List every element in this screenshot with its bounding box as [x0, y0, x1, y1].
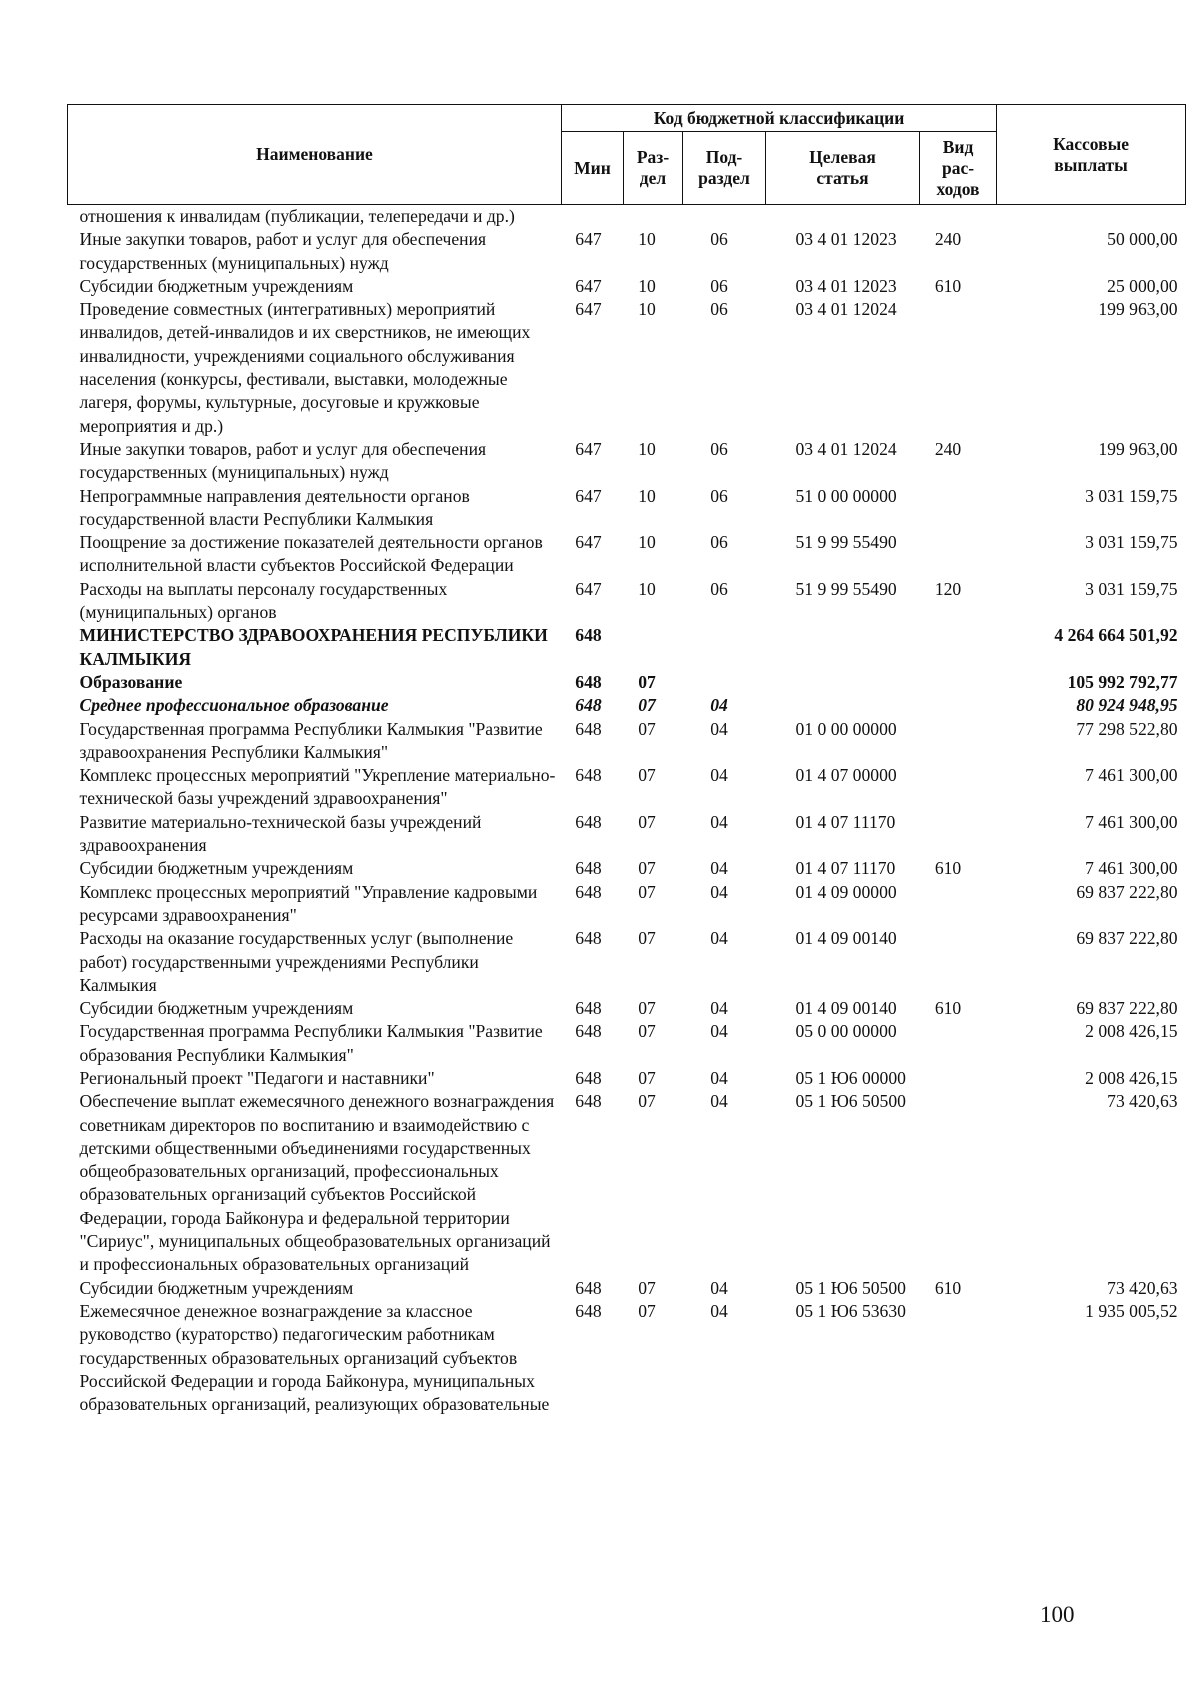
row-podrazdel: 04	[710, 1300, 728, 1321]
row-celevaya-statya: 03 4 01 12024	[795, 438, 897, 459]
table-row	[68, 881, 1186, 928]
row-vid-rashodov	[920, 1067, 997, 1090]
row-razdel: 10	[638, 578, 656, 599]
header-vid-label: Вид рас- ходов	[936, 136, 980, 199]
row-razdel	[624, 624, 683, 671]
header-razdel	[624, 132, 683, 205]
row-min: 648	[575, 671, 602, 692]
table-row	[68, 694, 1186, 717]
row-kassovye-vyplaty: 2 008 426,15	[1085, 1067, 1178, 1088]
row-name: МИНИСТЕРСТВО ЗДРАВООХРАНЕНИЯ РЕСПУБЛИКИ КАЛМЫКИЯ	[79, 625, 548, 669]
header-classification-group: Код бюджетной классификации	[562, 105, 997, 132]
row-name: Обеспечение выплат ежемесячного денежного вознаграждения советникам директоров по воспитанию и взаимодействию с детскими общественными объединениями государственных общеобразовательных организаций, профессиональных образовательных организаций субъектов Российской Федерации, города Байконура и федеральной территории "Сириус", муниципальных общеобразовательных организаций и профессиональных образовательных организаций	[79, 1091, 555, 1275]
row-razdel: 07	[638, 928, 656, 949]
row-min: 648	[575, 765, 602, 786]
row-name: Расходы на выплаты персоналу государственных (муниципальных) органов	[79, 578, 448, 623]
row-celevaya-statya: 51 9 99 55490	[795, 578, 897, 599]
row-min: 647	[575, 229, 602, 250]
row-name: Ежемесячное денежное вознаграждение за классное руководство (кураторство) педагогическим работникам государственных образовательных организаций субъектов Российской Федерации и города Байконура, муниципальных образовательных организаций, реализующих образовательные	[79, 1300, 550, 1415]
row-celevaya-statya: 03 4 01 12024	[795, 299, 897, 320]
row-kassovye-vyplaty: 7 461 300,00	[1085, 811, 1178, 832]
row-celevaya-statya: 05 1 Ю6 50500	[795, 1277, 906, 1298]
budget-table	[67, 104, 1186, 1416]
row-name: отношения к инвалидам (публикации, телепередачи и др.)	[79, 206, 515, 226]
row-min: 647	[575, 438, 602, 459]
row-min: 648	[575, 1021, 602, 1042]
row-podrazdel: 06	[710, 438, 728, 459]
table-row	[68, 438, 1186, 485]
row-celevaya-statya: 05 1 Ю6 00000	[795, 1067, 906, 1088]
row-podrazdel: 06	[710, 299, 728, 320]
row-name: Непрограммные направления деятельности органов государственной власти Республики Калмыкия	[79, 485, 470, 529]
row-name: Субсидии бюджетным учреждениям	[79, 858, 354, 879]
table-row	[68, 485, 1186, 532]
row-min: 648	[575, 928, 602, 949]
table-row	[68, 857, 1186, 880]
row-kassovye-vyplaty: 80 924 948,95	[1076, 695, 1178, 716]
row-name: Развитие материально-технической базы учреждений здравоохранения	[79, 811, 482, 856]
row-kassovye-vyplaty: 7 461 300,00	[1085, 858, 1178, 879]
row-min: 647	[575, 578, 602, 599]
row-name: Комплекс процессных мероприятий "Управление кадровыми ресурсами здравоохранения"	[79, 881, 538, 925]
row-celevaya-statya: 01 4 07 00000	[795, 765, 897, 786]
row-celevaya-statya	[766, 694, 920, 717]
table-row	[68, 275, 1186, 298]
row-name: Иные закупки товаров, работ и услуг для обеспечения государственных (муниципальных) нужд	[79, 438, 487, 483]
row-name: Комплекс процессных мероприятий "Укрепление материально-технической базы учреждений здравоохранения"	[79, 765, 556, 809]
row-vid-rashodov	[920, 671, 997, 694]
row-razdel: 07	[638, 718, 656, 739]
row-min: 648	[575, 1300, 602, 1321]
row-razdel: 07	[638, 858, 656, 879]
row-min: 648	[575, 998, 602, 1019]
row-vid-rashodov: 610	[934, 858, 962, 879]
row-min: 648	[575, 1277, 602, 1298]
row-podrazdel	[683, 205, 766, 229]
row-vid-rashodov	[920, 624, 997, 671]
row-celevaya-statya: 51 0 00 00000	[795, 485, 897, 506]
row-podrazdel: 04	[710, 1091, 728, 1112]
row-min: 647	[575, 299, 602, 320]
row-min: 647	[575, 532, 602, 553]
row-razdel	[624, 205, 683, 229]
row-razdel: 10	[638, 299, 656, 320]
row-razdel: 07	[638, 1300, 656, 1321]
row-min: 648	[575, 718, 602, 739]
row-podrazdel: 04	[710, 881, 728, 902]
row-celevaya-statya: 01 4 09 00140	[795, 928, 897, 949]
row-razdel: 07	[638, 695, 656, 716]
row-podrazdel: 04	[710, 858, 728, 879]
row-razdel: 07	[638, 881, 656, 902]
header-celevaya	[766, 132, 920, 205]
row-razdel: 07	[638, 811, 656, 832]
table-row	[68, 1300, 1186, 1416]
row-celevaya-statya: 01 4 07 11170	[795, 811, 896, 832]
row-kassovye-vyplaty: 69 837 222,80	[1076, 998, 1178, 1019]
row-podrazdel: 04	[710, 1277, 728, 1298]
table-row	[68, 205, 1186, 229]
row-celevaya-statya: 01 4 09 00140	[795, 998, 897, 1019]
table-row	[68, 228, 1186, 275]
row-kassovye-vyplaty: 3 031 159,75	[1085, 578, 1178, 599]
row-name: Образование	[79, 671, 183, 692]
row-podrazdel	[683, 624, 766, 671]
table-header	[68, 105, 1186, 205]
row-kassovye-vyplaty: 3 031 159,75	[1085, 532, 1178, 553]
row-vid-rashodov: 120	[934, 578, 962, 599]
row-name: Проведение совместных (интегративных) мероприятий инвалидов, детей-инвалидов и их сверстников, не имеющих инвалидности, учреждениями социального обслуживания населения (конкурсы, фестивали, выставки, молодежные лагеря, форумы, культурные, досуговые и кружковые мероприятия и др.)	[79, 299, 531, 436]
table-body	[68, 205, 1186, 1417]
row-podrazdel: 06	[710, 578, 728, 599]
row-celevaya-statya: 05 1 Ю6 50500	[795, 1091, 906, 1112]
table-row	[68, 1090, 1186, 1276]
row-podrazdel: 06	[710, 229, 728, 250]
row-razdel: 07	[638, 1091, 656, 1112]
table-row	[68, 1067, 1186, 1090]
row-razdel: 07	[638, 1021, 656, 1042]
row-razdel: 07	[638, 998, 656, 1019]
row-celevaya-statya: 01 0 00 00000	[795, 718, 897, 739]
row-name: Расходы на оказание государственных услуг (выполнение работ) государственными учреждениями Республики Калмыкия	[79, 928, 514, 995]
row-podrazdel: 04	[710, 998, 728, 1019]
row-podrazdel: 04	[710, 695, 728, 716]
header-kassa	[997, 105, 1186, 205]
row-celevaya-statya	[766, 671, 920, 694]
row-kassovye-vyplaty: 69 837 222,80	[1076, 928, 1178, 949]
row-podrazdel: 06	[710, 485, 728, 506]
row-vid-rashodov	[920, 694, 997, 717]
row-celevaya-statya	[766, 624, 920, 671]
row-min: 647	[575, 485, 602, 506]
row-celevaya-statya: 51 9 99 55490	[795, 532, 897, 553]
row-min: 648	[575, 1091, 602, 1112]
row-kassovye-vyplaty: 4 264 664 501,92	[1054, 625, 1178, 646]
row-podrazdel: 04	[710, 1021, 728, 1042]
row-razdel: 10	[638, 275, 656, 296]
row-kassovye-vyplaty: 7 461 300,00	[1085, 765, 1178, 786]
table-row	[68, 1277, 1186, 1300]
row-celevaya-statya: 01 4 09 00000	[795, 881, 897, 902]
row-name: Субсидии бюджетным учреждениям	[79, 275, 354, 296]
row-kassovye-vyplaty: 73 420,63	[1107, 1277, 1178, 1298]
row-kassovye-vyplaty: 25 000,00	[1107, 275, 1178, 296]
header-kassa-label: Кассовые выплаты	[1053, 133, 1130, 175]
row-name: Иные закупки товаров, работ и услуг для обеспечения государственных (муниципальных) нужд	[79, 229, 487, 273]
row-kassovye-vyplaty: 199 963,00	[1098, 299, 1178, 320]
table-row	[68, 811, 1186, 858]
table-row	[68, 764, 1186, 811]
row-vid-rashodov: 240	[934, 438, 962, 459]
row-vid-rashodov: 610	[934, 998, 962, 1019]
row-podrazdel: 04	[710, 1067, 728, 1088]
table-row	[68, 927, 1186, 997]
row-min: 648	[575, 881, 602, 902]
row-podrazdel: 04	[710, 718, 728, 739]
row-podrazdel: 04	[710, 811, 728, 832]
row-vid-rashodov: 240	[934, 229, 962, 250]
table-row	[68, 671, 1186, 694]
row-celevaya-statya: 01 4 07 11170	[795, 858, 896, 879]
row-vid-rashodov	[920, 764, 997, 811]
row-name: Региональный проект "Педагоги и наставники"	[79, 1067, 435, 1088]
header-razdel-label: Раз- дел	[636, 147, 670, 188]
row-kassovye-vyplaty: 50 000,00	[1107, 229, 1178, 250]
header-vid	[920, 132, 997, 205]
row-razdel: 07	[638, 1277, 656, 1298]
row-min: 648	[575, 1067, 602, 1088]
row-celevaya-statya	[766, 205, 920, 229]
row-kassovye-vyplaty: 77 298 522,80	[1076, 718, 1178, 739]
row-name: Субсидии бюджетным учреждениям	[79, 1277, 354, 1298]
table-row	[68, 578, 1186, 625]
row-kassovye-vyplaty: 2 008 426,15	[1085, 1021, 1178, 1042]
row-vid-rashodov	[920, 927, 997, 997]
row-kassovye-vyplaty: 3 031 159,75	[1085, 485, 1178, 506]
row-podrazdel	[683, 671, 766, 694]
row-vid-rashodov: 610	[934, 275, 962, 296]
row-vid-rashodov	[920, 881, 997, 928]
row-celevaya-statya: 05 0 00 00000	[795, 1021, 897, 1042]
row-vid-rashodov	[920, 485, 997, 532]
table-row	[68, 718, 1186, 765]
row-vid-rashodov	[920, 1020, 997, 1067]
row-razdel: 10	[638, 229, 656, 250]
row-kassovye-vyplaty: 69 837 222,80	[1076, 881, 1178, 902]
row-vid-rashodov	[920, 205, 997, 229]
row-podrazdel: 06	[710, 532, 728, 553]
row-podrazdel: 04	[710, 928, 728, 949]
row-razdel: 10	[638, 532, 656, 553]
row-vid-rashodov: 610	[934, 1277, 962, 1298]
row-podrazdel: 04	[710, 765, 728, 786]
row-kassovye-vyplaty: 1 935 005,52	[1085, 1300, 1178, 1321]
row-celevaya-statya: 03 4 01 12023	[795, 275, 897, 296]
row-min	[562, 205, 624, 229]
row-kassovye-vyplaty: 105 992 792,77	[1067, 671, 1178, 692]
header-name: Наименование	[68, 105, 562, 205]
row-min: 648	[575, 811, 602, 832]
header-podrazdel	[683, 132, 766, 205]
table-row	[68, 997, 1186, 1020]
row-kassovye-vyplaty: 73 420,63	[1107, 1091, 1178, 1112]
row-vid-rashodov	[920, 298, 997, 438]
row-name: Среднее профессиональное образование	[79, 695, 389, 716]
row-name: Государственная программа Республики Калмыкия "Развитие здравоохранения Республики Калмыкия"	[79, 718, 543, 762]
row-min: 648	[575, 625, 602, 646]
row-razdel: 10	[638, 438, 656, 459]
row-min: 648	[575, 858, 602, 879]
row-celevaya-statya: 05 1 Ю6 53630	[795, 1300, 906, 1321]
row-min: 648	[575, 695, 602, 716]
row-min: 647	[575, 275, 602, 296]
row-vid-rashodov	[920, 531, 997, 578]
row-name: Субсидии бюджетным учреждениям	[79, 998, 354, 1019]
row-name: Поощрение за достижение показателей деятельности органов исполнительной власти субъектов Российской Федерации	[79, 532, 543, 576]
row-razdel: 07	[638, 765, 656, 786]
table-row	[68, 298, 1186, 438]
row-vid-rashodov	[920, 811, 997, 858]
row-name: Государственная программа Республики Калмыкия "Развитие образования Республики Калмыкия"	[79, 1021, 543, 1065]
row-razdel: 07	[638, 1067, 656, 1088]
header-min: Мин	[562, 132, 624, 205]
header-podrazdel-label: Под- раздел	[698, 147, 750, 188]
table-row	[68, 1020, 1186, 1067]
row-razdel: 10	[638, 485, 656, 506]
row-podrazdel: 06	[710, 275, 728, 296]
row-vid-rashodov	[920, 1090, 997, 1276]
page-number: 100	[1040, 1602, 1075, 1627]
row-kassovye-vyplaty: 199 963,00	[1098, 438, 1178, 459]
row-celevaya-statya: 03 4 01 12023	[795, 229, 897, 250]
header-celevaya-label: Целевая статья	[809, 147, 876, 188]
row-razdel: 07	[638, 671, 656, 692]
table-row	[68, 624, 1186, 671]
table-row	[68, 531, 1186, 578]
row-kassovye-vyplaty	[997, 205, 1186, 229]
row-vid-rashodov	[920, 1300, 997, 1416]
row-vid-rashodov	[920, 718, 997, 765]
